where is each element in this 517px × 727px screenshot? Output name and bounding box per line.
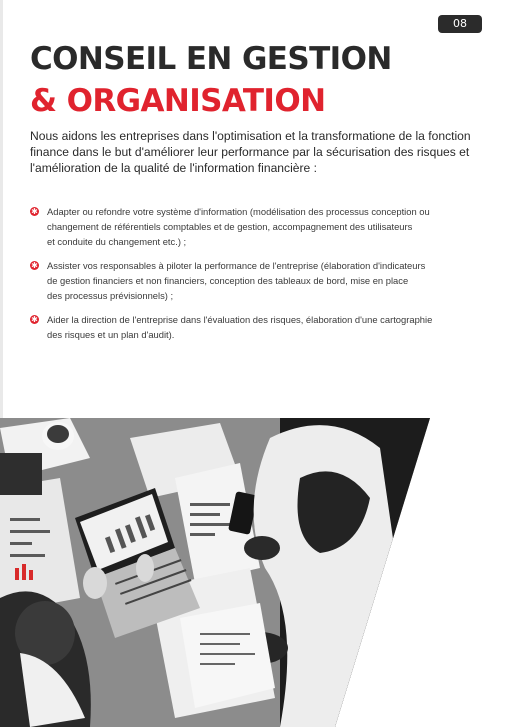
asterisk-bullet-icon: ✱ [31,315,38,324]
list-item-text: Assister vos responsables à piloter la performance de l'entreprise (élaboration d'indicateurs de gestion financiers et non financiers, conception des tableaux de bord, mise en place des processus prévisionnels) ; [47,260,426,301]
services-list [30,204,500,351]
page-number-badge: 08 [438,15,482,33]
list-item-text: Adapter ou refondre votre système d'information (modélisation des processus conception ou changement de référentiels comptables et de gestion, accompagnement des utilisateurs et conduite du changement etc.) ; [47,206,430,247]
list-item [30,258,500,303]
list-item [30,312,500,342]
list-item [30,204,500,249]
asterisk-bullet-icon: ✱ [31,207,38,216]
title-line-2: & ORGANISATION [30,83,326,119]
business-meeting-photo [0,418,430,727]
list-item-text: Aider la direction de l'entreprise dans l'évaluation des risques, élaboration d'une cartographie des risques et un plan d'audit). [47,314,433,340]
intro-paragraph: Nous aidons les entreprises dans l'optimisation et la transformatione de la fonction finance dans le but d'améliorer leur performance par la sécurisation des risques et l'amélioration de la qualité de l'information financière : [30,129,471,175]
asterisk-bullet-icon: ✱ [31,261,38,270]
title-line-1: CONSEIL EN GESTION [30,41,392,77]
section-title [30,38,392,122]
